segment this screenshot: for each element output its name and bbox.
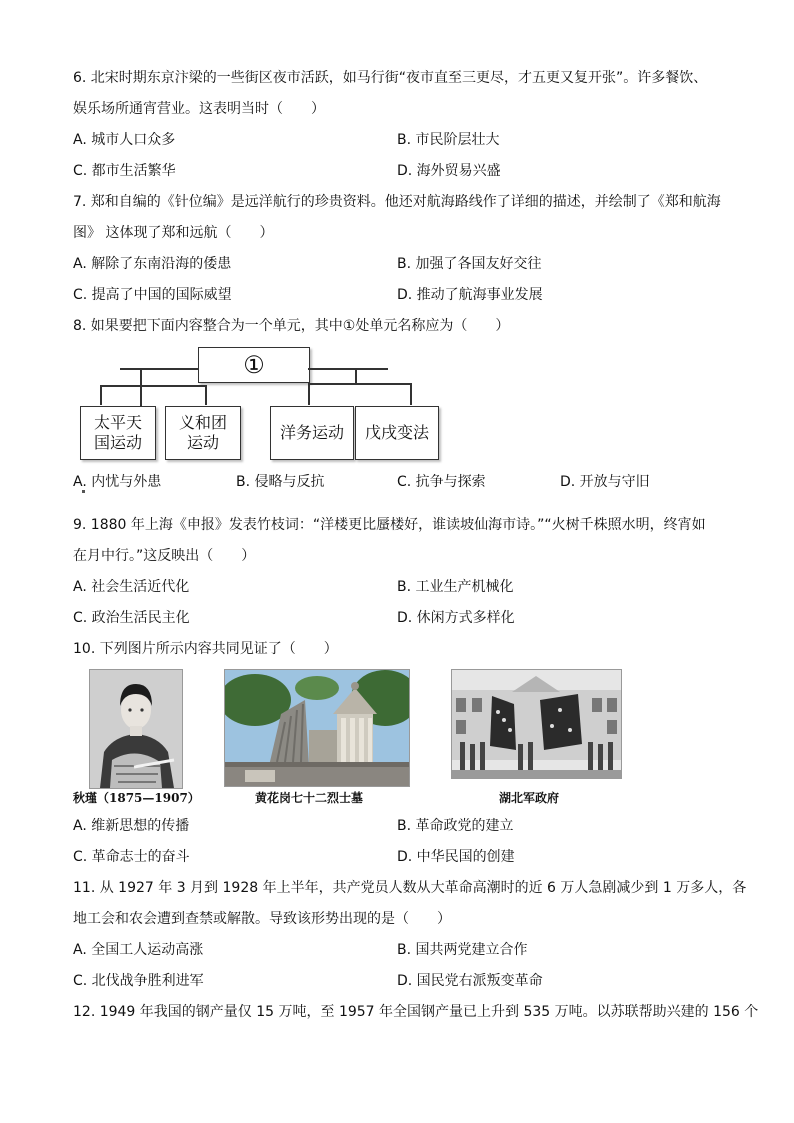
- diagram-connector: [120, 368, 198, 370]
- q10-stem: 10. 下列图片所示内容共同见证了（ ）: [73, 641, 338, 657]
- caption-hubei-government: 湖北军政府: [499, 791, 560, 805]
- q11-stem-line1: 11. 从 1927 年 3 月到 1928 年上半年，共产党员人数从大革命高潮时的近 6 万人急剧减少到 1 万多人，各: [73, 880, 747, 896]
- caption-huanghuagang: 黄花岗七十二烈士墓: [255, 791, 364, 805]
- q8-option-d: D. 开放与守旧: [560, 474, 650, 490]
- q10-option-c: C. 革命志士的奋斗: [73, 849, 190, 865]
- tomb-image: [225, 670, 409, 786]
- diagram-connector: [308, 383, 310, 405]
- diagram-box-taiping: [80, 406, 156, 460]
- q10-option-a: A. 维新思想的传播: [73, 818, 190, 834]
- diagram-unit-box: ①: [198, 347, 310, 383]
- q7-option-c: C. 提高了中国的国际威望: [73, 287, 232, 303]
- diagram-box-taiping-line2: 国运动: [93, 433, 142, 452]
- photo-huanghuagang-tomb: [224, 669, 410, 787]
- military-government-image: [452, 670, 621, 778]
- photo-hubei-military-government: [451, 669, 622, 779]
- q8-option-a: A. 内忧与外患: [73, 474, 162, 490]
- diagram-box-yangwu: 洋务运动: [270, 406, 354, 460]
- q6-option-c: C. 都市生活繁华: [73, 163, 176, 179]
- q9-stem-line1: 9. 1880 年上海《申报》发表竹枝词：“洋楼更比蜃楼好，谁读坡仙海市诗。”“火树千株照水明，终宵如: [73, 517, 706, 533]
- diagram-box-wuxu: 戊戌变法: [355, 406, 439, 460]
- q11-option-a: A. 全国工人运动高涨: [73, 942, 204, 958]
- q6-option-a: A. 城市人口众多: [73, 132, 176, 148]
- diagram-box-yihetuan-line1: 义和团: [178, 413, 227, 432]
- q11-stem-line2: 地工会和农会遭到查禁或解散。导致该形势出现的是（ ）: [73, 911, 451, 927]
- q9-option-c: C. 政治生活民主化: [73, 610, 190, 626]
- diagram-connector: [355, 368, 357, 383]
- q7-option-d: D. 推动了航海事业发展: [397, 287, 543, 303]
- diagram-connector: [100, 385, 102, 405]
- diagram-connector: [140, 368, 142, 406]
- q11-option-d: D. 国民党右派叛变革命: [397, 973, 543, 989]
- q6-stem-line2: 娱乐场所通宵营业。这表明当时（ ）: [73, 101, 325, 117]
- q9-option-a: A. 社会生活近代化: [73, 579, 190, 595]
- q11-option-c: C. 北伐战争胜利进军: [73, 973, 204, 989]
- unit-structure-diagram: [80, 347, 440, 465]
- q9-option-d: D. 休闲方式多样化: [397, 610, 515, 626]
- portrait-image: [90, 670, 182, 788]
- q6-option-b: B. 市民阶层壮大: [397, 132, 500, 148]
- q10-option-b: B. 革命政党的建立: [397, 818, 514, 834]
- q8-option-c: C. 抗争与探索: [397, 474, 486, 490]
- diagram-box-taiping-line1: 太平天: [93, 413, 142, 432]
- q8-stem: 8. 如果要把下面内容整合为一个单元，其中①处单元名称应为（ ）: [73, 318, 510, 334]
- caption-qiujin: 秋瑾（1875—1907）: [73, 791, 200, 805]
- diagram-connector: [205, 385, 207, 405]
- q9-option-b: B. 工业生产机械化: [397, 579, 514, 595]
- q6-stem-line1: 6. 北宋时期东京汴梁的一些街区夜市活跃，如马行街“夜市直至三更尽，才五更又复开张”。许多餐饮、: [73, 70, 708, 86]
- q10-option-d: D. 中华民国的创建: [397, 849, 515, 865]
- photo-qiujin-portrait: [89, 669, 183, 789]
- q6-option-d: D. 海外贸易兴盛: [397, 163, 501, 179]
- q7-option-a: A. 解除了东南沿海的倭患: [73, 256, 232, 272]
- q7-option-b: B. 加强了各国友好交往: [397, 256, 542, 272]
- stray-mark: [82, 490, 85, 493]
- diagram-box-yihetuan-line2: 运动: [186, 433, 219, 452]
- diagram-connector: [410, 383, 412, 405]
- diagram-box-yihetuan: [165, 406, 241, 460]
- q7-stem-line1: 7. 郑和自编的《针位编》是远洋航行的珍贵资料。他还对航海路线作了详细的描述，并绘制了《郑和航海: [73, 194, 721, 210]
- q8-option-b: B. 侵略与反抗: [236, 474, 325, 490]
- q12-stem-line1: 12. 1949 年我国的钢产量仅 15 万吨，至 1957 年全国钢产量已上升到 535 万吨。以苏联帮助兴建的 156 个: [73, 1004, 759, 1020]
- q7-stem-line2: 图》 这体现了郑和远航（ ）: [73, 225, 274, 241]
- diagram-connector: [308, 383, 412, 385]
- q9-stem-line2: 在月中行。”这反映出（ ）: [73, 548, 256, 564]
- diagram-connector: [100, 385, 205, 387]
- q11-option-b: B. 国共两党建立合作: [397, 942, 528, 958]
- diagram-connector: [308, 368, 388, 370]
